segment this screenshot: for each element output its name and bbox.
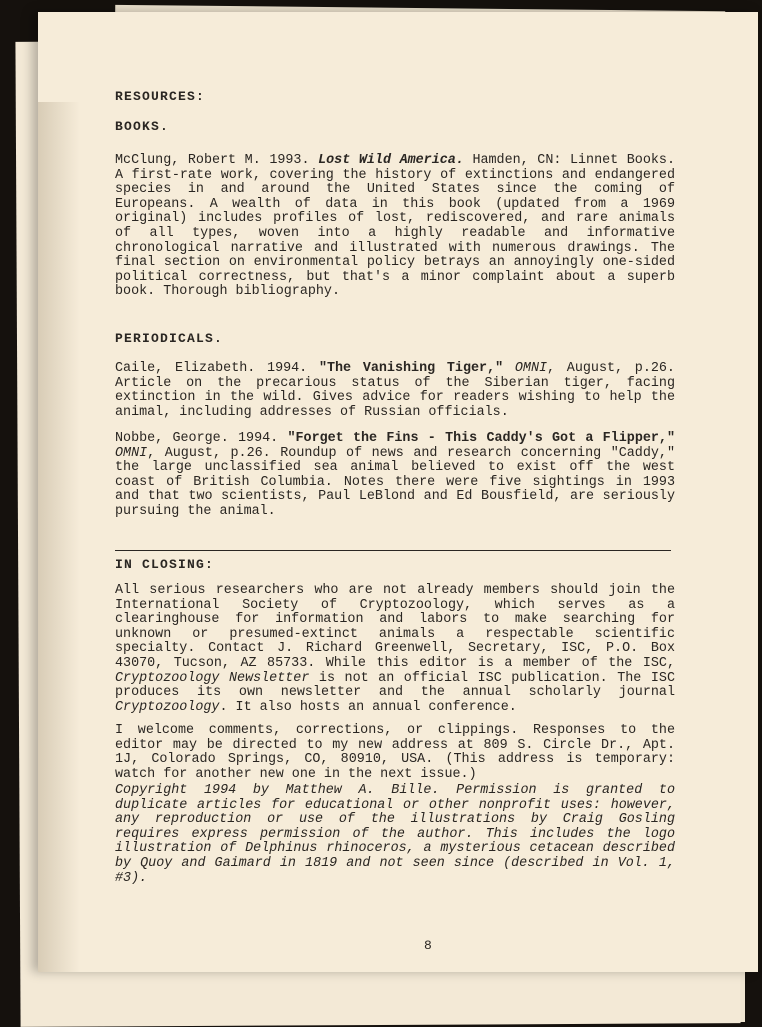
periodical-review: Article on the precarious status of the Siberian tiger, facing extinction in the wild. Gives advice for readers wishing to help the animal, including addresses of Russian officials. bbox=[115, 375, 675, 420]
page-number: 8 bbox=[424, 938, 432, 953]
periodical-details: , August, p.26. bbox=[147, 445, 271, 461]
periodical-title: "The Vanishing Tiger," bbox=[318, 361, 504, 376]
books-heading: BOOKS. bbox=[115, 119, 170, 134]
book-entry bbox=[115, 154, 675, 300]
contact-paragraph: I welcome comments, corrections, or clippings. Responses to the editor may be directed to my new address at 809 S. Circle Dr., Apt. 1J, Colorado Springs, CO, 80910, USA. (This address is temporary: watch for another new one in the next issue.) bbox=[115, 723, 675, 782]
periodical-citation: Caile, Elizabeth. 1994. bbox=[115, 361, 308, 376]
periodical-title: "Forget the Fins - This Caddy's Got a Flipper," bbox=[287, 431, 675, 446]
resources-heading: RESOURCES: bbox=[115, 89, 206, 104]
section-divider bbox=[115, 550, 671, 551]
periodical-journal: OMNI bbox=[115, 445, 148, 461]
document-page bbox=[38, 12, 758, 972]
periodical-entry bbox=[115, 362, 675, 420]
periodical-entry bbox=[115, 432, 675, 520]
book-title: Lost Wild America. bbox=[318, 153, 464, 168]
page-fold-shadow bbox=[38, 102, 98, 972]
closing-heading: IN CLOSING: bbox=[115, 557, 215, 572]
closing-paragraph bbox=[115, 584, 675, 715]
closing-text: is not an official ISC publication. The ISC produces its own newsletter and the annual scholarly journal bbox=[115, 670, 675, 701]
book-publisher: Hamden, CN: Linnet Books. bbox=[472, 153, 675, 168]
copyright-notice: Copyright 1994 by Matthew A. Bille. Permission is granted to duplicate articles for educational or other nonprofit uses: however, any reproduction or use of the illustrations by Craig Gosling requires express permission of the author. This includes the logo illustration of Delphinus rhinoceros, a mysterious cetacean described by Quoy and Gaimard in 1819 and not seen since (described in Vol. 1, #3). bbox=[115, 783, 675, 886]
periodical-journal: OMNI bbox=[514, 361, 548, 376]
newsletter-title: Cryptozoology Newsletter bbox=[115, 670, 310, 686]
journal-title: Cryptozoology bbox=[115, 699, 220, 715]
periodical-citation: Nobbe, George. 1994. bbox=[115, 431, 279, 446]
periodical-review: Roundup of news and research concerning "Caddy," the large unclassified sea animal believed to exist off the west coast of British Columbia. Notes there were five sightings in 1993 and that two scientists, Paul LeBlond and Ed Bousfield, are seriously pursuing the animal. bbox=[115, 445, 675, 519]
book-citation: McClung, Robert M. 1993. bbox=[115, 153, 310, 168]
closing-text: All serious researchers who are not already members should join the International Society of Cryptozoology, which serves as a clearinghouse for information and labors to make searching for unknown or presumed-extinct animals a respectable scientific specialty. Contact J. Richard Greenwell, Secretary, ISC, P.O. Box 43070, Tucson, AZ 85733. While this editor is a member of the ISC, bbox=[115, 583, 675, 671]
book-review: A first-rate work, covering the history of extinctions and endangered species in and around the United States since the coming of Europeans. A wealth of data in this book (updated from a 1969 original) includes profiles of lost, rediscovered, and rare animals of all types, woven into a highly readable and informative chronological narrative and illustrated with numerous drawings. The final section on environmental policy betrays an annoyingly one-sided political correctness, but that's a minor complaint about a superb book. Thorough bibliography. bbox=[115, 167, 675, 300]
periodical-details: , August, p.26. bbox=[547, 361, 675, 376]
periodicals-heading: PERIODICALS. bbox=[115, 331, 224, 346]
closing-text: . It also hosts an annual conference. bbox=[219, 699, 517, 715]
